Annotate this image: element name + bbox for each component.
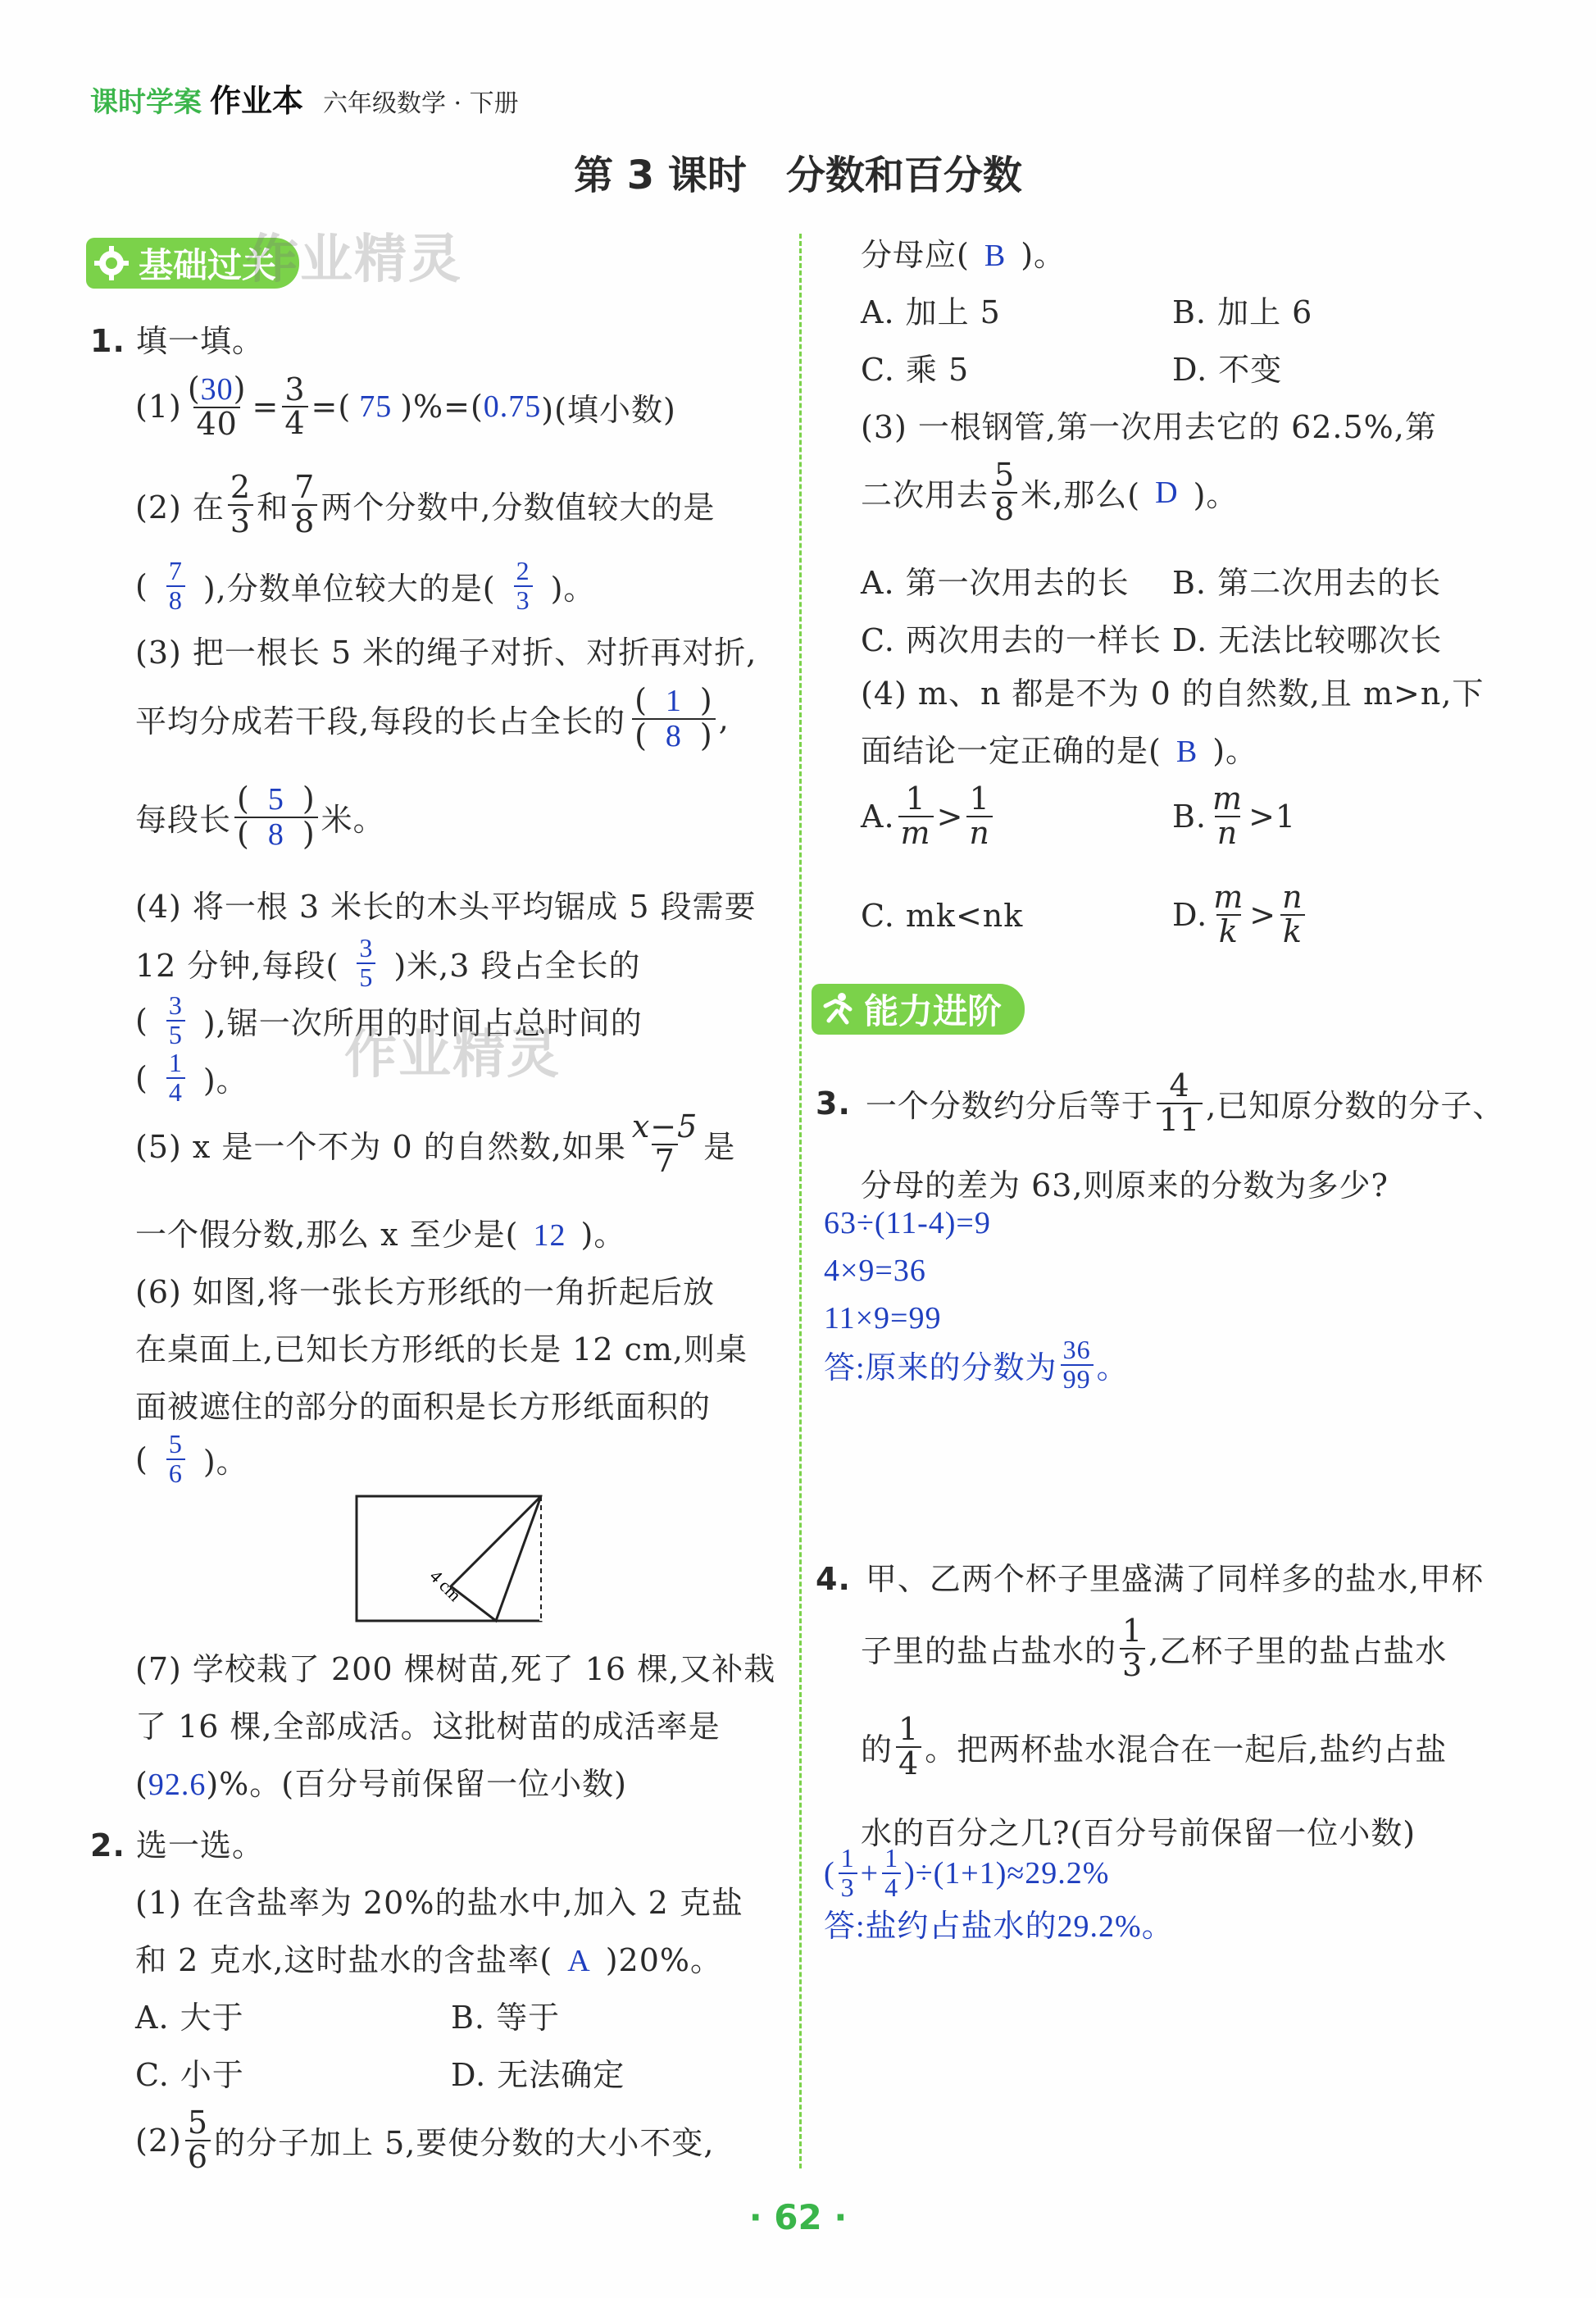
q2-p2-optD: D. 不变 — [1172, 352, 1283, 388]
q1-p1-mid: )%=( — [400, 389, 484, 425]
q2-heading — [90, 1820, 264, 1865]
q2-p3-optA: A. 第一次用去的长 — [861, 565, 1130, 601]
q2-p3-optB: B. 第二次用去的长 — [1172, 565, 1442, 601]
q2-p4-optB: B. $\frac{m}{n}$ >1 — [1172, 780, 1297, 851]
q1-number: 1. — [90, 323, 125, 359]
q1-p1-answer-dec: 0.75 — [483, 389, 542, 425]
q3-work-1: 63÷(11-4)=9 — [824, 1206, 991, 1240]
q1-p3-line3: 每段长 $\frac{( 5 )}{( 8 )}$ 米。 — [135, 780, 385, 852]
q1-p6-line4: ( $\frac{5}{6}$ )。 — [135, 1429, 248, 1488]
q2-p2-answer: B — [984, 239, 1007, 273]
q2-p2-line1: (2) $\frac{5}{6}$ 的分子加上 5,要使分数的大小不变, — [135, 2105, 715, 2175]
q3-answer: 答:原来的分数为 $\frac{36}{99}$ 。 — [824, 1335, 1129, 1394]
q4-line2: 子里的盐占盐水的 $\frac{1}{3}$ ,乙杯子里的盐占盐水 — [861, 1613, 1448, 1683]
q2-p3-optD: D. 无法比较哪次长 — [1172, 622, 1443, 658]
q2-number: 2. — [90, 1827, 125, 1863]
q1-p1-post: )(填小数) — [541, 391, 676, 428]
q2-p1-line2: 和 2 克水,这时盐水的含盐率( A )20%。 — [135, 1942, 722, 1978]
q1-p1-answer-num: 30 — [200, 372, 234, 407]
q1-p4-answer1: $\frac{3}{5}$ — [357, 935, 375, 991]
q1-p3-line2: 平均分成若干段,每段的长占全长的 $\frac{( 1 )}{( 8 )}$ , — [135, 682, 730, 753]
q2-p1-line1: (1) 在含盐率为 20%的盐水中,加入 2 克盐 — [135, 1885, 743, 1921]
q1-p4-line3: ( $\frac{3}{5}$ ),锯一次所用的时间占总时间的 — [135, 990, 643, 1049]
q2-p3-line1: (3) 一根钢管,第一次用去它的 62.5%,第 — [861, 409, 1437, 445]
q2-label: 选一选。 — [135, 1827, 264, 1863]
q1-p5-answer: 12 — [533, 1218, 566, 1253]
q3-work-2: 4×9=36 — [824, 1254, 926, 1288]
q4-answer: 答:盐约占盐水的29.2%。 — [824, 1909, 1174, 1944]
gear-icon — [93, 244, 130, 282]
q1-p1-frac2: $\frac{3}{4}$ — [282, 374, 307, 441]
q1-heading — [90, 316, 264, 361]
page-number: · 62 · — [748, 2197, 848, 2237]
header — [90, 75, 519, 121]
q1-p7-line1: (7) 学校栽了 200 棵树苗,死了 16 棵,又补栽 — [135, 1651, 776, 1687]
q1-p4-line2: 12 分钟,每段( $\frac{3}{5}$ )米,3 段占全长的 — [135, 933, 641, 992]
running-person-icon — [818, 990, 856, 1028]
q3-line2: 分母的差为 63,则原来的分数为多少? — [861, 1167, 1389, 1204]
q3-line1: 3. 一个分数约分后等于 $\frac{4}{11}$ ,已知原分数的分子、 — [816, 1067, 1505, 1138]
q2-p2-optA: A. 加上 5 — [861, 294, 1001, 330]
q2-p1-optD: D. 无法确定 — [451, 2057, 625, 2093]
q2-p1-answer: A — [567, 1944, 591, 1978]
q3-number: 3. — [816, 1085, 851, 1122]
q4-work: ( $\frac{1}{3}$ + $\frac{1}{4}$ )÷(1+1)≈29.2% — [824, 1843, 1110, 1902]
q1-p1-eq1: = — [252, 389, 280, 425]
q2-p2-optC: C. 乘 5 — [861, 352, 970, 388]
q2-p4-line1: (4) m、n 都是不为 0 的自然数,且 m>n,下 — [861, 676, 1485, 712]
q1-p3-answer1: $\frac{( 1 )}{( 8 )}$ — [632, 685, 716, 753]
q2-p3-optC: C. 两次用去的一样长 — [861, 622, 1162, 658]
q1-p6-answer: $\frac{5}{6}$ — [166, 1431, 185, 1487]
q1-p1-eq2: =( — [311, 389, 352, 425]
q1-p2-line2: ( $\frac{7}{8}$ ),分数单位较大的是( $\frac{2}{3}$ )。 — [135, 556, 596, 615]
q2-p1-optB: B. 等于 — [451, 2000, 561, 2036]
q2-p4-optA: A. $\frac{1}{m}$ > $\frac{1}{n}$ — [861, 783, 996, 850]
q1-p1-den: 40 — [193, 407, 239, 441]
q1-p4-line1: (4) 将一根 3 米长的木头平均锯成 5 段需要 — [135, 889, 757, 925]
header-subtitle: 六年级数学 · 下册 — [323, 89, 519, 118]
q4-number: 4. — [816, 1561, 851, 1597]
q1-p7-answer: 92.6 — [148, 1768, 207, 1802]
q3-work-3: 11×9=99 — [824, 1301, 942, 1336]
q2-p4-answer: B — [1175, 735, 1198, 769]
section-advanced-label: 能力进阶 — [864, 991, 1003, 1031]
q1-p6-line1: (6) 如图,将一张长方形纸的一角折起后放 — [135, 1274, 715, 1310]
section-banner-advanced — [812, 984, 1025, 1035]
q1-p6-line2: 在桌面上,已知长方形纸的长是 12 cm,则桌 — [135, 1331, 748, 1367]
q1-p1-answer-pct: 75 — [359, 389, 393, 425]
q2-p4-optC: C. mk<nk — [861, 898, 1024, 934]
brand-logo-b: 作业本 — [210, 83, 304, 119]
q1-p3-answer2: $\frac{( 5 )}{( 8 )}$ — [234, 783, 318, 852]
q1-label: 填一填。 — [135, 323, 264, 359]
q2-p3-answer: D — [1155, 475, 1179, 510]
q2-p1-optA: A. 大于 — [135, 2000, 244, 2036]
brand-logo-a: 课时学案 — [90, 86, 202, 119]
q4-line4: 水的百分之几?(百分号前保留一位小数) — [861, 1815, 1416, 1851]
q1-p7-line2: 了 16 棵,全部成活。这批树苗的成活率是 — [135, 1709, 721, 1745]
q1-p4-answer3: $\frac{1}{4}$ — [166, 1049, 185, 1106]
q2-p4-optD: D. $\frac{m}{k}$ > $\frac{n}{k}$ — [1172, 881, 1309, 949]
figure-label: 4 cm — [425, 1565, 466, 1606]
q2-p2-optB: B. 加上 6 — [1172, 294, 1313, 330]
q1-p1 — [135, 373, 676, 441]
q4-line3: 的 $\frac{1}{4}$ 。把两杯盐水混合在一起后,盐约占盐 — [861, 1711, 1448, 1782]
q1-p1-label: (1) — [135, 389, 182, 425]
q1-p1-frac1: $\frac{(30)}{40}$ — [187, 371, 247, 442]
watermark: 作业精灵 — [246, 230, 462, 290]
q1-p4-answer2: $\frac{3}{5}$ — [166, 992, 185, 1049]
q2-p1-optC: C. 小于 — [135, 2057, 244, 2093]
page-number-value: 62 — [774, 2197, 822, 2237]
folded-paper-figure — [352, 1492, 549, 1627]
q1-p6-line3: 面被遮住的部分的面积是长方形纸面积的 — [135, 1389, 712, 1425]
q1-p5-line2: 一个假分数,那么 x 至少是( 12 )。 — [135, 1217, 626, 1253]
q1-p5-line1: (5) x 是一个不为 0 的自然数,如果 $\frac{x-5}{7}$ 是 — [135, 1108, 736, 1179]
page-title: 第 3 课时 分数和百分数 — [574, 152, 1022, 198]
watermark-2: 作业精灵 — [344, 1025, 561, 1085]
q2-p3-line2: 二次用去 $\frac{5}{8}$ 米,那么( D )。 — [861, 457, 1239, 527]
q4-line1: 4. 甲、乙两个杯子里盛满了同样多的盐水,甲杯 — [816, 1561, 1484, 1597]
q1-p7-line3: (92.6)%。(百分号前保留一位小数) — [135, 1766, 627, 1802]
q1-p2-answer1: $\frac{7}{8}$ — [166, 557, 185, 614]
section-basic-label: 基础过关 — [139, 245, 277, 285]
q1-p2-answer2: $\frac{2}{3}$ — [514, 557, 533, 614]
q1-p2-line1: (2) 在 $\frac{2}{3}$ 和 $\frac{7}{8}$ 两个分数中,分数值较大的是 — [135, 469, 716, 539]
q1-p4-line4: ( $\frac{1}{4}$ )。 — [135, 1048, 248, 1107]
q1-p3-line1: (3) 把一根长 5 米的绳子对折、对折再对折, — [135, 635, 757, 671]
q2-p2-line2: 分母应( B )。 — [861, 237, 1066, 273]
column-divider — [799, 234, 802, 2168]
q2-p4-line2: 面结论一定正确的是( B )。 — [861, 733, 1258, 769]
